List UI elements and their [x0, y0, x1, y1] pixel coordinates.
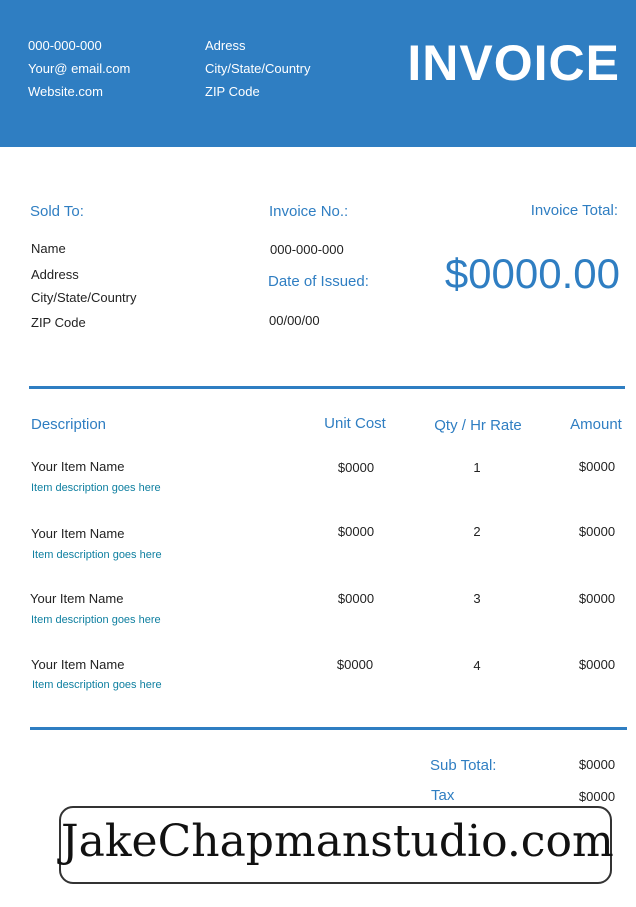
invoice-number: 000-000-000	[270, 242, 344, 257]
col-header-qty: Qty / Hr Rate	[434, 417, 522, 434]
tax-value: $0000	[578, 789, 616, 804]
invoice-number-label: Invoice No.:	[269, 203, 349, 220]
item-unit-cost: $0000	[337, 591, 375, 606]
item-amount: $0000	[578, 657, 616, 672]
item-qty: 1	[473, 460, 481, 475]
date-issued-label: Date of Issued:	[268, 273, 369, 290]
tax-label: Tax	[431, 787, 455, 804]
col-header-amount: Amount	[570, 416, 622, 433]
item-amount: $0000	[578, 591, 616, 606]
item-description: Item description goes here	[32, 549, 162, 561]
item-name: Your Item Name	[31, 657, 125, 672]
header-website: Website.com	[28, 84, 103, 99]
invoice-total-amount: $0000.00	[444, 250, 620, 297]
sold-to-zip: ZIP Code	[31, 315, 86, 330]
item-name: Your Item Name	[30, 591, 124, 606]
item-description: Item description goes here	[31, 614, 161, 626]
item-qty: 4	[473, 658, 481, 673]
watermark-text: JakeChapmanstudio.com	[61, 816, 614, 867]
top-divider	[29, 386, 625, 389]
item-description: Item description goes here	[32, 679, 162, 691]
subtotal-value: $0000	[578, 757, 616, 772]
header-zip: ZIP Code	[205, 84, 260, 99]
subtotal-label: Sub Total:	[430, 757, 497, 774]
item-qty: 2	[473, 524, 481, 539]
header-band	[0, 0, 636, 147]
item-amount: $0000	[578, 459, 616, 474]
sold-to-label: Sold To:	[30, 203, 84, 220]
watermark-banner	[59, 806, 612, 884]
header-address: Adress	[205, 38, 246, 53]
sold-to-city: City/State/Country	[31, 290, 137, 305]
item-amount: $0000	[578, 524, 616, 539]
item-name: Your Item Name	[31, 459, 125, 474]
item-qty: 3	[473, 591, 481, 606]
sold-to-name: Name	[31, 241, 66, 256]
invoice-title: INVOICE	[407, 35, 620, 91]
item-unit-cost: $0000	[337, 524, 375, 539]
item-description: Item description goes here	[31, 482, 161, 494]
col-header-unit-cost: Unit Cost	[324, 415, 386, 432]
col-header-description: Description	[31, 416, 107, 433]
sold-to-address: Address	[31, 267, 79, 282]
item-unit-cost: $0000	[337, 460, 375, 475]
invoice-total-label: Invoice Total:	[530, 202, 618, 219]
date-issued: 00/00/00	[269, 313, 320, 328]
item-name: Your Item Name	[31, 526, 125, 541]
header-city: City/State/Country	[205, 61, 311, 76]
header-email: Your@ email.com	[28, 61, 131, 76]
bottom-divider	[30, 727, 627, 730]
item-unit-cost: $0000	[336, 657, 374, 672]
header-phone: 000-000-000	[28, 38, 102, 53]
